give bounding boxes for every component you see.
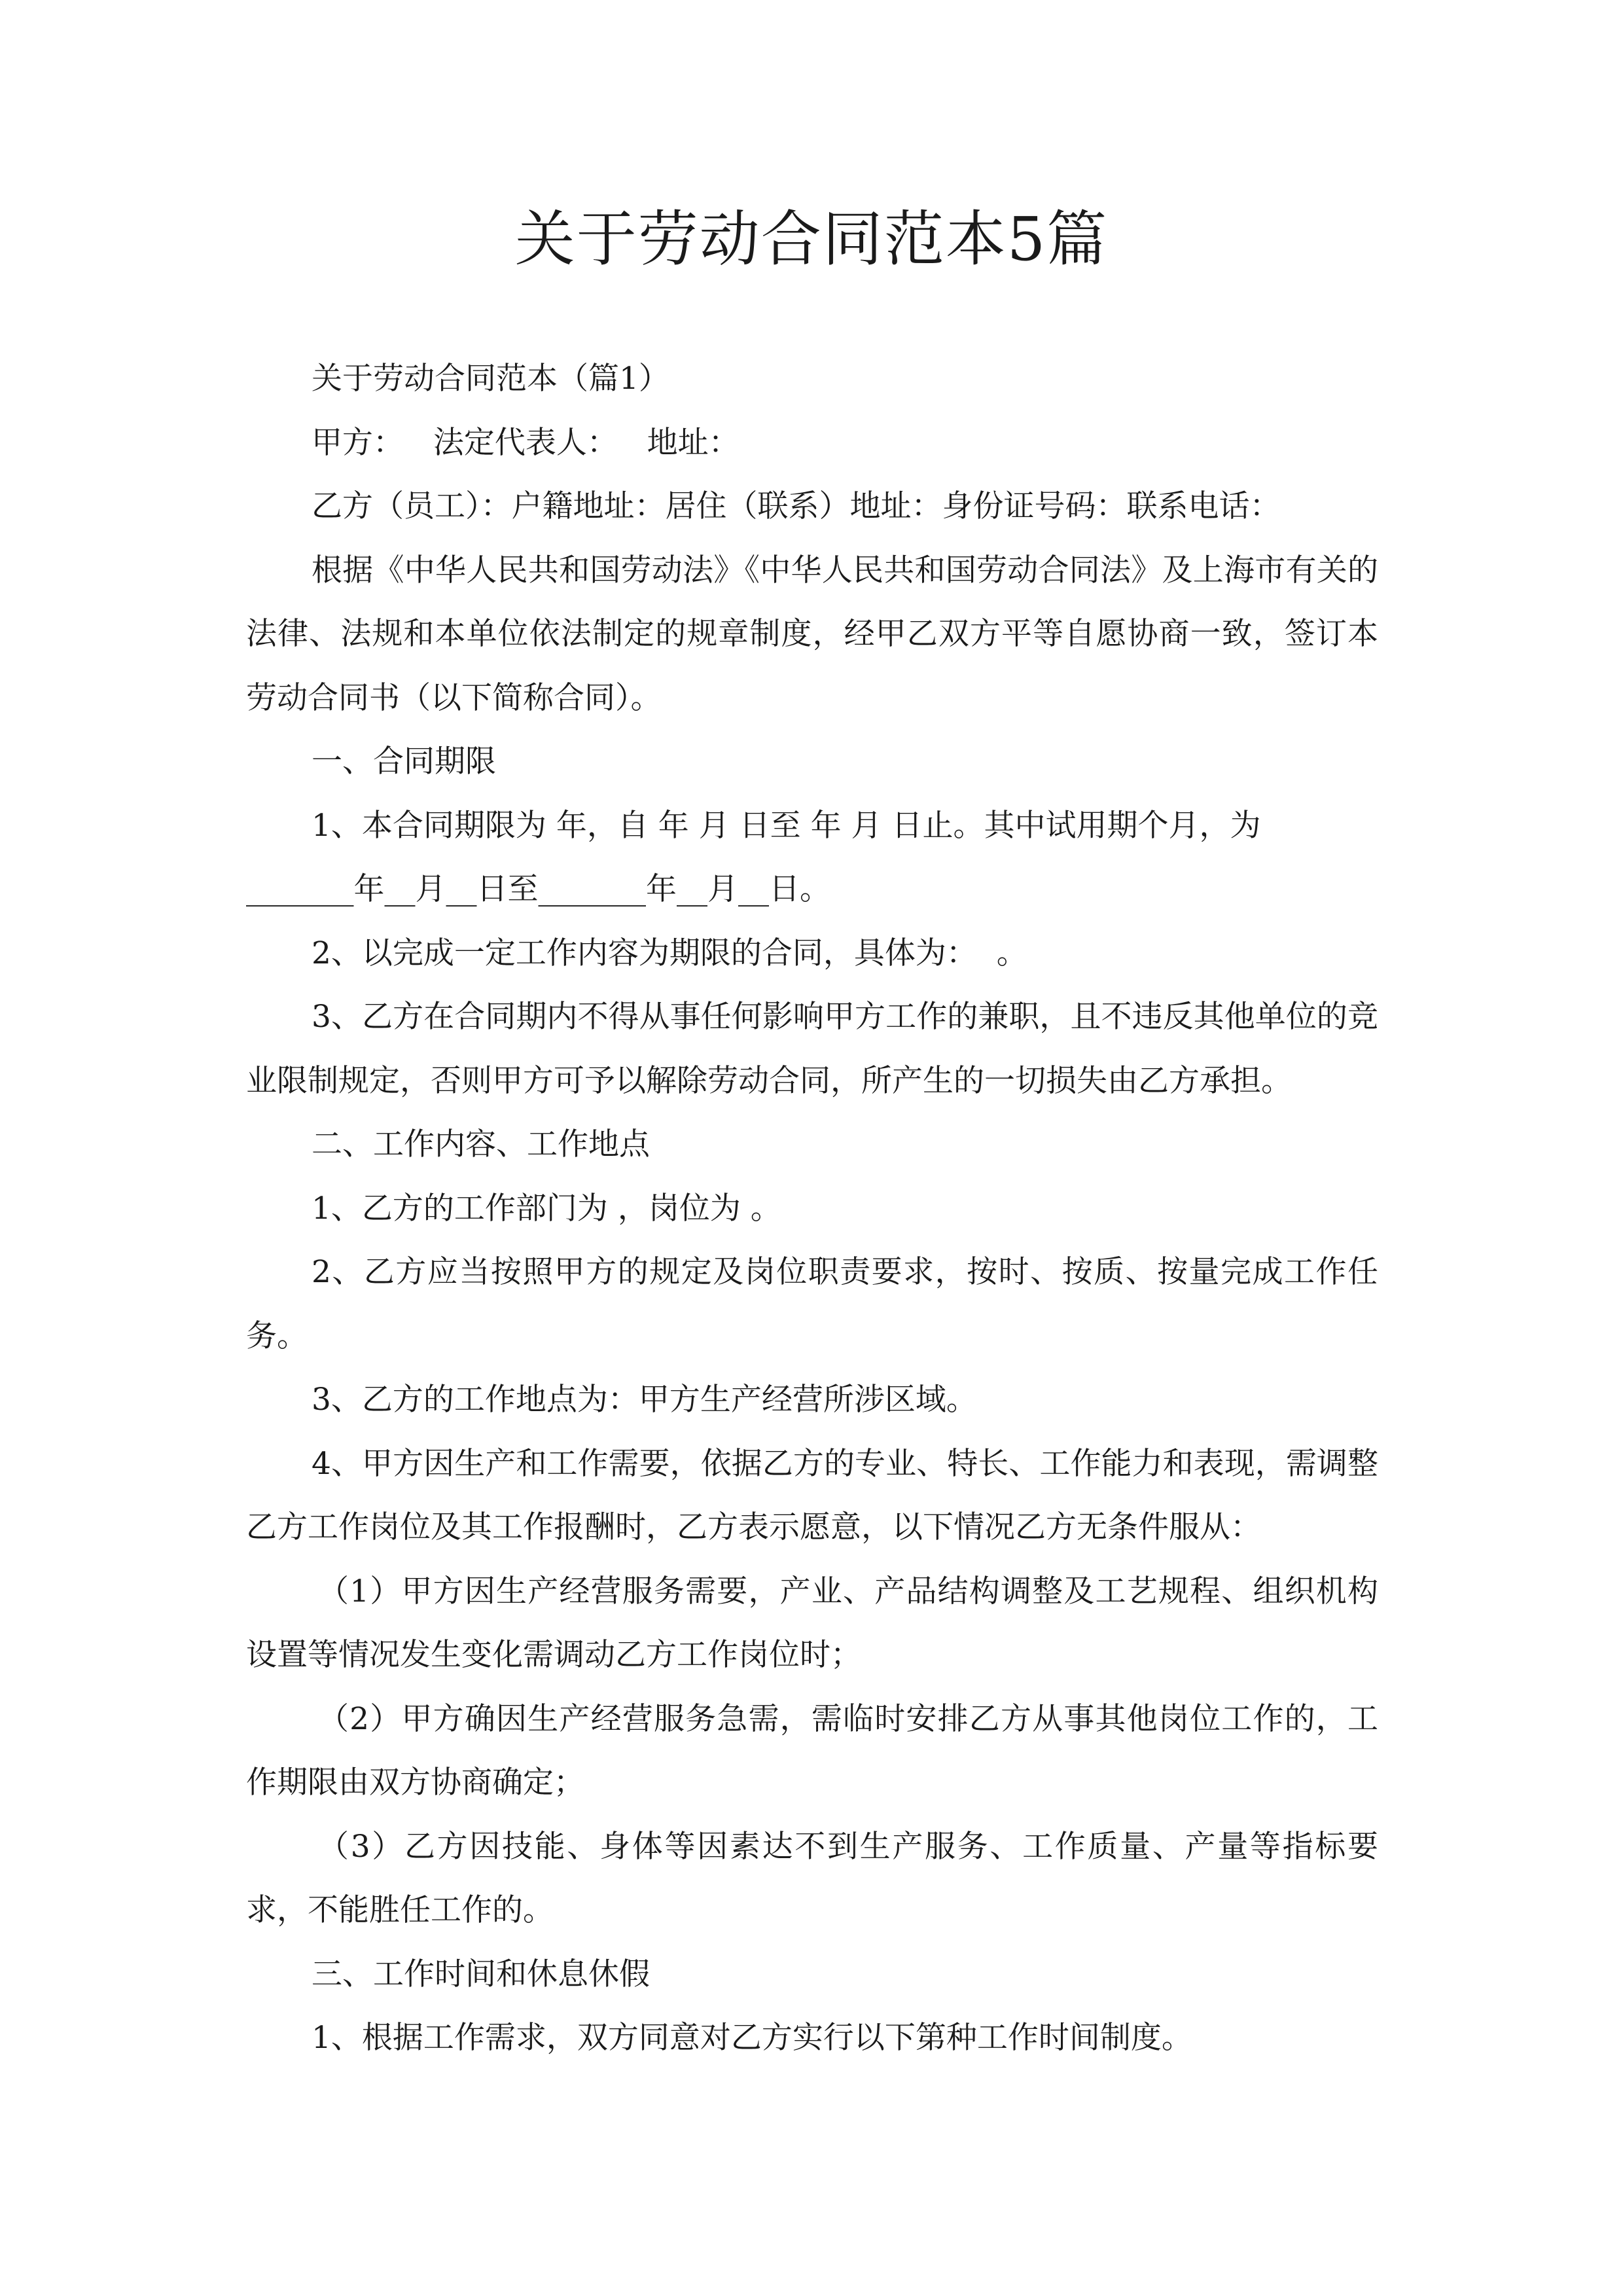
clause-work-4: 4、甲方因生产和工作需要，依据乙方的专业、特长、工作能力和表现，需调整乙方工作岗位及其工作报酬时，乙方表示愿意，以下情况乙方无条件服从： <box>246 1445 1378 1545</box>
clause-work-1: 1、乙方的工作部门为 ，岗位为 。 <box>312 1190 781 1227</box>
sub-clause-3: （3）乙方因技能、身体等因素达不到生产服务、工作质量、产量等指标要求，不能胜任工作的。 <box>246 1828 1378 1928</box>
clause-hours-1: 1、根据工作需求，双方同意对乙方实行以下第种工作时间制度。 <box>312 2020 1192 2056</box>
party-a-line: 甲方： 法定代表人： 地址： <box>312 424 740 461</box>
clause-term-3: 3、乙方在合同期内不得从事任何影响甲方工作的兼职，且不违反其他单位的竞业限制规定，否则甲方可予以解除劳动合同，所产生的一切损失由乙方承担。 <box>246 999 1378 1099</box>
document-title: 关于劳动合同范本5篇 <box>514 204 1109 274</box>
section-heading-work-hours: 三、工作时间和休息休假 <box>312 1956 650 1992</box>
sub-clause-2: （2）甲方确因生产经营服务急需，需临时安排乙方从事其他岗位工作的，工作期限由双方协商确定； <box>246 1700 1378 1801</box>
clause-term-1: 1、本合同期限为 年，自 年 月 日至 年 月 日止。其中试用期个月，为 _______年__月__日至_______年__月__日。 <box>246 807 1261 907</box>
section-heading-article-1: 关于劳动合同范本（篇1） <box>312 361 669 397</box>
party-b-line: 乙方（员工）：户籍地址：居住（联系）地址：身份证号码：联系电话： <box>312 488 1281 524</box>
section-heading-work-content: 二、工作内容、工作地点 <box>312 1126 650 1162</box>
clause-term-2: 2、以完成一定工作内容为期限的合同，具体为： 。 <box>312 935 1027 971</box>
clause-work-2: 2、乙方应当按照甲方的规定及岗位职责要求，按时、按质、按量完成工作任务。 <box>246 1254 1378 1354</box>
section-heading-contract-term: 一、合同期限 <box>312 744 496 780</box>
sub-clause-1: （1）甲方因生产经营服务需要，产业、产品结构调整及工艺规程、组织机构设置等情况发生变化需调动乙方工作岗位时； <box>246 1573 1378 1673</box>
document-body <box>246 347 1378 2070</box>
clause-work-3: 3、乙方的工作地点为：甲方生产经营所涉区域。 <box>312 1382 977 1418</box>
preamble-paragraph: 根据《中华人民共和国劳动法》《中华人民共和国劳动合同法》及上海市有关的法律、法规和本单位依法制定的规章制度，经甲乙双方平等自愿协商一致，签订本劳动合同书（以下简称合同）。 <box>246 552 1378 716</box>
